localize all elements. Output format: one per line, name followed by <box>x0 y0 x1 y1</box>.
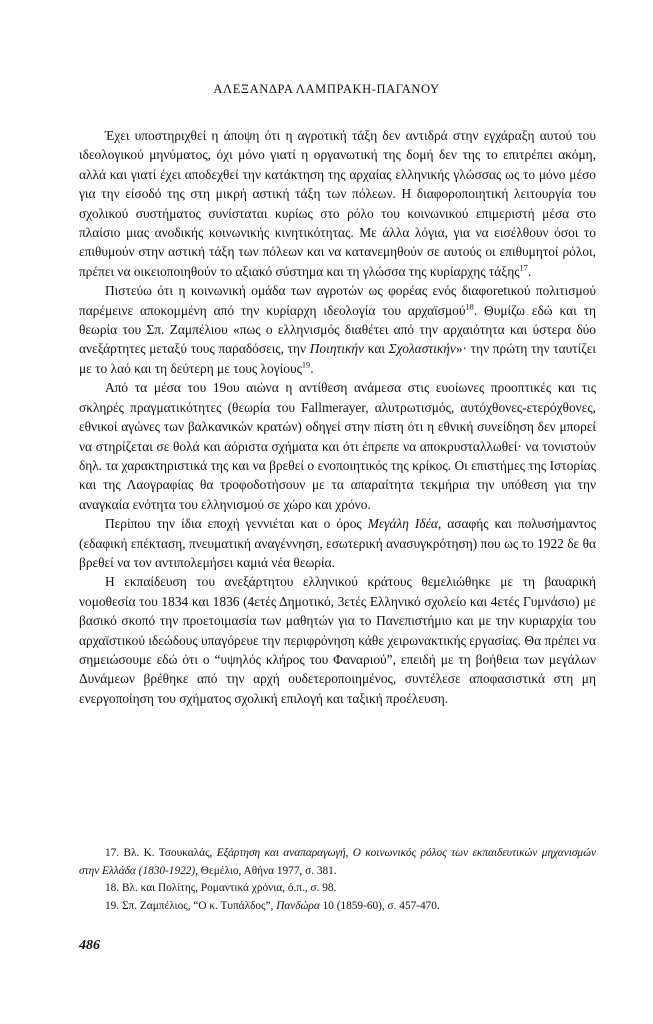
paragraph-3: Από τα μέσα του 19ου αιώνα η αντίθεση ανάμεσα στις ευοίωνες προοπτικές και τις σκληρές πραγματικότητες (θεωρία του Fallmerayer, αλυτρωτισμός, αυτόχθονες-ετερόχθονες, εθνικοί αγώνες των βαλκανικών κρατών) οδηγεί στην πίστη ότι η εθνική συνείδηση δεν μπορεί να στηρίζεται σε θολά και αόριστα σχήματα και ότι έπρεπε να αποκρυσταλλωθεί· να τονιστούν δηλ. τα χαρακτηριστικά της και να βρεθεί ο ενοποιητικός της κρίκος. Οι επιστήμες της Ιστορίας και της Λαογραφίας θα τροφοδοτήσουν με τα απαραίτητα τεκμήρια την υπόθεση για την αναγκαία ενότητα του ελληνισμού σε χώρο και χρόνο. <box>79 380 596 512</box>
body-text <box>79 126 596 708</box>
paragraph-1-text: Έχει υποστηριχθεί η άποψη ότι η αγροτική τάξη δεν αντιδρά στην εγχάραξη αυτού του ιδεολογικού μηνύματος, όχι μόνο γιατί η οργανωτική της δομή δεν της το επιτρέπει ακόμη, αλλά και γιατί έχει αποδεχθεί την κατάκτηση της αρχαίας ελληνικής γλώσσας ως το μόνο μέσο για την είσοδό της στη μικρή αστική τάξη των πόλεων. Η διαφοροποιητική λειτουργία του σχολικού συστήματος συνίσταται κυρίως στο ρόλο του κοινωνικού επιμεριστή μέσα στο πλαίσιο μιας ανοδικής κοινωνικής κινητικότητας. Με άλλα λόγια, για να εισέλθουν όσοι το επιθυμούν στην αστική τάξη των πόλεων και να κατανεμηθούν σε αυτούς οι επιθυμητοί ρόλοι, πρέπει να οικειοποιηθούν το αξιακό σύστημα και τη γλώσσα της κυρίαρχης τάξης <box>79 128 596 279</box>
footnote-19-text-a: 19. Σπ. Ζαμπέλιος, “Ο κ. Τυπάλδος”, <box>105 899 277 912</box>
page-number: 486 <box>79 938 100 953</box>
footnotes <box>79 845 596 915</box>
footnote-ref-19: 19 <box>301 360 311 370</box>
paragraph-2-text-c: και <box>364 341 389 357</box>
footnote-17-title: Εξάρτηση και αναπαραγωγή, Ο κοινωνικός ρόλος των εκπαιδευτικών μηχανισμών στην Ελλάδα (1830-1922) <box>79 847 596 877</box>
paragraph-4-emphasis-great-idea: Μεγάλη Ιδέα <box>367 516 438 532</box>
paragraph-4 <box>79 514 596 572</box>
footnote-ref-18: 18 <box>465 302 474 312</box>
paragraph-2-text-e: . <box>310 360 314 376</box>
footnote-19-journal: Πανδώρα <box>276 899 320 912</box>
paragraph-4-text-a: Περίπου την ίδια εποχή γεννιέται και ο όρος <box>105 516 368 532</box>
paragraph-2-emphasis-poetic: Ποιητικήν <box>309 341 365 357</box>
paragraph-2-text-a: Πιστεύω ότι η κοινωνική ομάδα των αγροτών ως φορέας ενός διαφοretικού πολιτισμού παρέμεινε αποκομμένη από την κυρίαρχη ιδεολογία του αρχαϊσμού <box>79 283 596 318</box>
footnote-18: 18. Βλ. και Πολίτης, Ρομαντικά χρόνια, ό.π., σ. 98. <box>105 882 337 895</box>
paragraph-4-text-b: , ασαφής και πολυσήμαντος (εδαφική επέκταση, πνευματική αναγέννηση, εσωτερική ανασυγκρότηση) που ως το 1922 δε θα βρεθεί να τον αντιπολεμήσει καμιά νέα θεωρία. <box>79 516 597 570</box>
running-head-author: ΑΛΕΞΑΝΔΡΑ ΛΑΜΠΡΑΚΗ-ΠΑΓΑΝΟΥ <box>213 82 440 96</box>
paragraph-2 <box>79 281 596 378</box>
footnote-17-text-b: , Θεμέλιο, Αθήνα 1977, σ. 381. <box>195 864 337 877</box>
paragraph-5: Η εκπαίδευση του ανεξάρτητου ελληνικού κράτους θεμελιώθηκε με τη βαυαρική νομοθεσία του 1834 και 1836 (4ετές Δημοτικό, 3ετές Ελληνικό σχολείο και 4ετές Γυμνάσιο) με βασικό σκοπό την προετοιμασία των μαθητών για το Πανεπιστήμιο και με την κυριαρχία του αρχαϊστικού ιδεώδους υπαγόρευε την περιφρόνηση κάθε χειρωνακτικής εργασίας. Θα πρέπει να σημειώσουμε εδώ ότι ο “υψηλός κλήρος του Φαναριού”, επειδή με τη βοήθεια των μεγάλων Δυνάμεων βρέθηκε από την αρχή ουδετεροποιημένος, συντέλεσε αποφασιστικά στη μη ενεργοποίηση του σχήματος σχολική επιλογή και ταξική προέλευση. <box>79 574 596 706</box>
footnote-17 <box>79 845 596 880</box>
footnote-17-text-a: 17. Βλ. Κ. Τσουκαλάς, <box>105 847 217 859</box>
footnote-ref-17: 17 <box>519 263 528 273</box>
paragraph-2-text-d: »· την πρώτη την ταυτίζει με το λαό και τη δεύτερη με τους λογίους <box>79 341 597 376</box>
footnote-19 <box>79 898 596 916</box>
paragraph-2-text-b: . Θυμίζω εδώ και τη θεωρία του Σπ. Ζαμπέλιου «πως ο ελληνισμός διαθέτει από την αρχαιότητα και ύστερα δύο ανεξάρτητες μεταξύ τους παραδόσεις, την <box>79 302 596 357</box>
paragraph-2-emphasis-scholastic: Σχολαστικήν <box>388 341 456 357</box>
footnote-19-text-b: 10 (1859-60), σ. 457-470. <box>319 899 440 912</box>
paragraph-1: Έχει υποστηριχθεί η άποψη ότι η αγροτική τάξη δεν αντιδρά στην εγχάραξη αυτού του ιδεολογικού μηνύματος, όχι μόνο γιατί η οργανωτική της δομή δεν της το επιτρέπει ακόμη, αλλά και γιατί έχει αποδεχθεί την κατάκτηση της αρχαίας ελληνικής γλώσσας ως το μόνο μέσο για την είσοδό της στη μικρή αστική τάξη των πόλεων. Η διαφοροποιητική λειτουργία του σχολικού συστήματος συνίσταται κυρίως στο ρόλο του κοινωνικού επιμεριστή μέσα στο πλαίσιο μιας ανοδικής κοινωνικής κινητικότητας. Με άλλα λόγια, για να εισέλθουν όσοι το επιθυμούν στην αστική τάξη των πόλεων και να κατανεμηθούν σε αυτούς οι επιθυμητοί ρόλοι, πρέπει να οικειοποιηθούν το αξιακό σύστημα και τη γλώσσα της κυρίαρχης τάξης$^{17}$. <box>79 128 596 279</box>
